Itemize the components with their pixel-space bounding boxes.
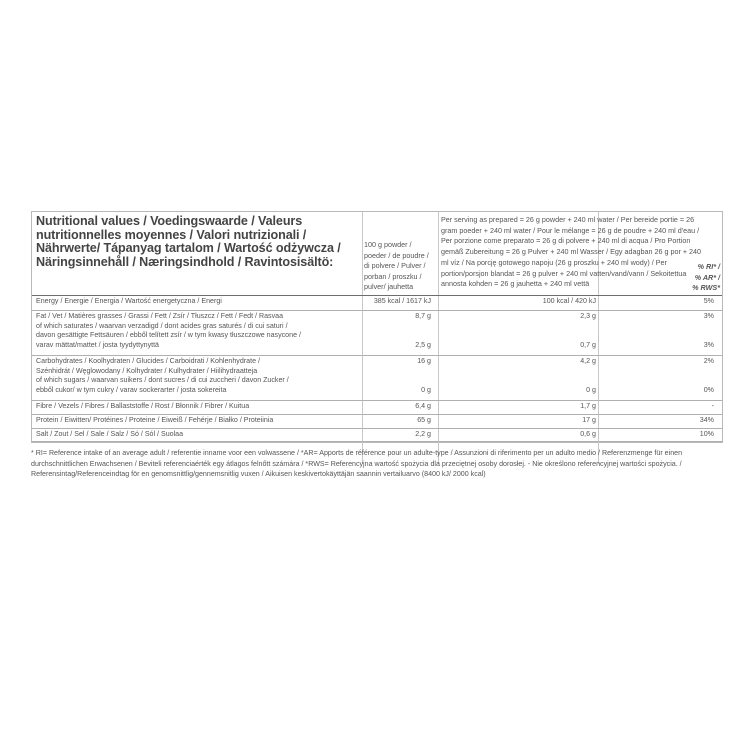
per-100g-header-line: pulver/ jauhetta	[364, 282, 414, 292]
nutrient-name-line: of which saturates / waarvan verzadigd / dont acides gras saturés / di cui saturi /	[36, 321, 288, 330]
value-per-serving	[441, 430, 596, 440]
reference-intake-percent-line: 0%	[703, 385, 714, 394]
table-body	[32, 296, 722, 442]
value-per-100g	[364, 416, 431, 426]
nutrient-name-line: Carbohydrates / Koolhydraten / Glucides / Carboidrati / Kohlenhydrate /	[36, 357, 260, 365]
value-per-serving-line	[441, 376, 596, 386]
value-per-100g	[364, 357, 431, 395]
table-title: Nutritional values / Voedingswaarde / Valeurs nutritionnelles moyennes / Valori nutrizionali / Nährwerte/ Tápanyag tartalom / Wartość odżywcza / Näringsinnehåll / Næringsindhold / Ravintosisältö:	[36, 214, 341, 269]
nutrient-name-line: varav mättat/mattet / josta tyydyttynyttä	[36, 340, 160, 349]
table-row	[32, 401, 722, 415]
reference-intake-percent-line: 5%	[703, 297, 714, 305]
value-per-100g-line	[364, 322, 431, 332]
table-row	[32, 296, 722, 311]
value-per-serving	[441, 312, 596, 350]
value-per-100g-line: 2,2 g	[415, 430, 431, 438]
table-row	[32, 311, 722, 356]
footnote: * RI= Reference intake of an average adult / referentie inname voor een volwassene / *AR= Apports de référence pour un adulte-type / Assunzioni di riferimento per un adulto medio / Referenzmenge für einen durchschnittlichen Erwachsenen / Beviteli referenciaérték egy átlagos felnőtt számára / *RWS= Referencyjna wartość spożycia dla przeciętnej osoby dorosłej. - Nie określono referencyjnej wartości spożycia. / Referensintag/Referenceindtag för en genomsnittlig/gennemsnitlig vuxen / Aikuisen keskivertokäyttäjän saannin vertailuarvo (8400 kJ/ 2000 kcal)	[31, 449, 683, 478]
value-per-100g-line: 16 g	[417, 357, 431, 365]
nutrient-name-line: davon gesättigte Fettsäuren / ebből telített zsír / w tym kwasy tłuszczowe nasycone /	[36, 331, 301, 340]
per-100g-header	[364, 240, 439, 293]
value-per-serving-line: 0,7 g	[580, 340, 596, 349]
value-per-100g-line: 8,7 g	[415, 312, 431, 320]
value-per-serving-line: 100 kcal / 420 kJ	[542, 297, 596, 305]
ri-header-line: % AR* /	[694, 272, 720, 282]
value-per-serving-line: 2,3 g	[580, 312, 596, 320]
value-per-100g	[364, 402, 431, 412]
value-per-100g-line: 385 kcal / 1617 kJ	[373, 297, 431, 305]
nutrient-name	[36, 312, 361, 350]
nutrient-name-line: Fibre / Vezels / Fibres / Ballaststoffe / Rost / Błonnik / Fibrer / Kuitua	[36, 402, 250, 410]
nutrient-name	[36, 357, 361, 395]
value-per-serving-line: 0 g	[586, 385, 596, 394]
value-per-serving	[441, 402, 596, 412]
reference-intake-percent-line: 3%	[703, 312, 714, 320]
reference-intake-percent	[674, 416, 714, 426]
reference-intake-percent	[674, 312, 714, 350]
nutrient-name-line: of which sugars / waarvan suikers / dont sucres / di cui zuccheri / davon Zucker /	[36, 376, 289, 385]
value-per-serving-line: 0,6 g	[580, 430, 596, 438]
ri-header-line: % RWS*	[692, 283, 720, 293]
per-100g-header-line: 100 g powder /	[364, 240, 412, 249]
nutrient-name	[36, 402, 361, 412]
value-per-100g	[364, 297, 431, 307]
value-per-100g	[364, 312, 431, 350]
nutrient-name-line: Protein / Eiwitten/ Protéines / Proteine / Eiweiß / Fehérje / Białko / Proteiinia	[36, 416, 274, 424]
value-per-100g-line: 2,5 g	[415, 340, 431, 349]
table-header	[32, 212, 722, 296]
reference-intake-percent-line: 2%	[703, 357, 714, 365]
reference-intake-percent-line: 10%	[699, 430, 714, 438]
value-per-serving-line	[441, 322, 596, 332]
reference-intake-percent	[674, 297, 714, 307]
table-row	[32, 429, 722, 442]
per-100g-header-line: poeder / de poudre /	[364, 250, 429, 260]
per-serving-header: Per serving as prepared = 26 g powder + 240 ml water / Per bereide portie = 26 gram poeder + 240 ml water / Pour le mélange = 26 g de poudre + 240 ml d'eau / Per porzione come preparato = 26 g di polvere + 240 ml di acqua / Pro Portion gemäß Zubereitung = 26 g Pulver + 240 ml Wasser / Egy adagban 26 g por + 240 ml víz / Na porcję gotowego napoju (26 g proszku + 240 ml wody) / Per portion/porsjon blandat = 26 g pulver + 240 ml vatten/vand/vann / Sekoitettua annosta kohden = 26 g jauhetta + 240 ml vettä	[441, 215, 702, 289]
nutrition-table	[31, 211, 723, 443]
value-per-serving-line: 4,2 g	[580, 357, 596, 365]
reference-intake-percent-line: -	[711, 402, 714, 410]
nutrient-name	[36, 297, 361, 307]
nutrient-name-line: Fat / Vet / Matières grasses / Grassi / Fett / Zsír / Tłuszcz / Fett / Fedt / Rasvaa	[36, 312, 284, 320]
table-row	[32, 356, 722, 401]
nutrient-name-line: Szénhidrát / Węglowodany / Kolhydrater / Kulhydrater / Hiilihydraatteja	[36, 366, 258, 375]
value-per-serving	[441, 357, 596, 395]
reference-intake-percent	[674, 357, 714, 395]
reference-intake-header	[680, 262, 720, 294]
nutrient-name-line: Energy / Energie / Energia / Wartość energetyczna / Energi	[36, 297, 222, 305]
nutrient-name	[36, 430, 361, 440]
value-per-100g-line	[364, 367, 431, 377]
value-per-serving-line: 17 g	[582, 416, 596, 424]
reference-intake-percent-line: 34%	[699, 416, 714, 424]
value-per-serving	[441, 297, 596, 307]
reference-intake-percent	[674, 402, 714, 412]
value-per-100g	[364, 430, 431, 440]
value-per-100g-line: 0 g	[421, 385, 431, 394]
value-per-100g-line	[364, 376, 431, 386]
value-per-100g-line	[364, 331, 431, 341]
value-per-serving	[441, 416, 596, 426]
value-per-serving-line	[441, 367, 596, 377]
reference-intake-percent	[674, 430, 714, 440]
value-per-serving-line: 1,7 g	[580, 402, 596, 410]
reference-intake-percent-line	[674, 367, 714, 377]
value-per-serving-line	[441, 331, 596, 341]
reference-intake-percent-line	[674, 376, 714, 386]
per-100g-header-line: di polvere / Pulver /	[364, 261, 426, 271]
nutrient-name	[36, 416, 361, 426]
ri-header-line: % RI* /	[697, 262, 720, 271]
reference-intake-percent-line: 3%	[703, 340, 714, 349]
value-per-100g-line: 6,4 g	[415, 402, 431, 410]
table-row	[32, 415, 722, 429]
per-100g-header-line: porban / proszku /	[364, 271, 422, 281]
nutrient-name-line: ebből cukor/ w tym cukry / varav sockerarter / josta sokereita	[36, 385, 227, 394]
nutrient-name-line: Salt / Zout / Sel / Sale / Salz / Só / Sól / Suolaa	[36, 430, 184, 438]
value-per-100g-line: 65 g	[417, 416, 431, 424]
reference-intake-percent-line	[674, 322, 714, 332]
reference-intake-percent-line	[674, 331, 714, 341]
